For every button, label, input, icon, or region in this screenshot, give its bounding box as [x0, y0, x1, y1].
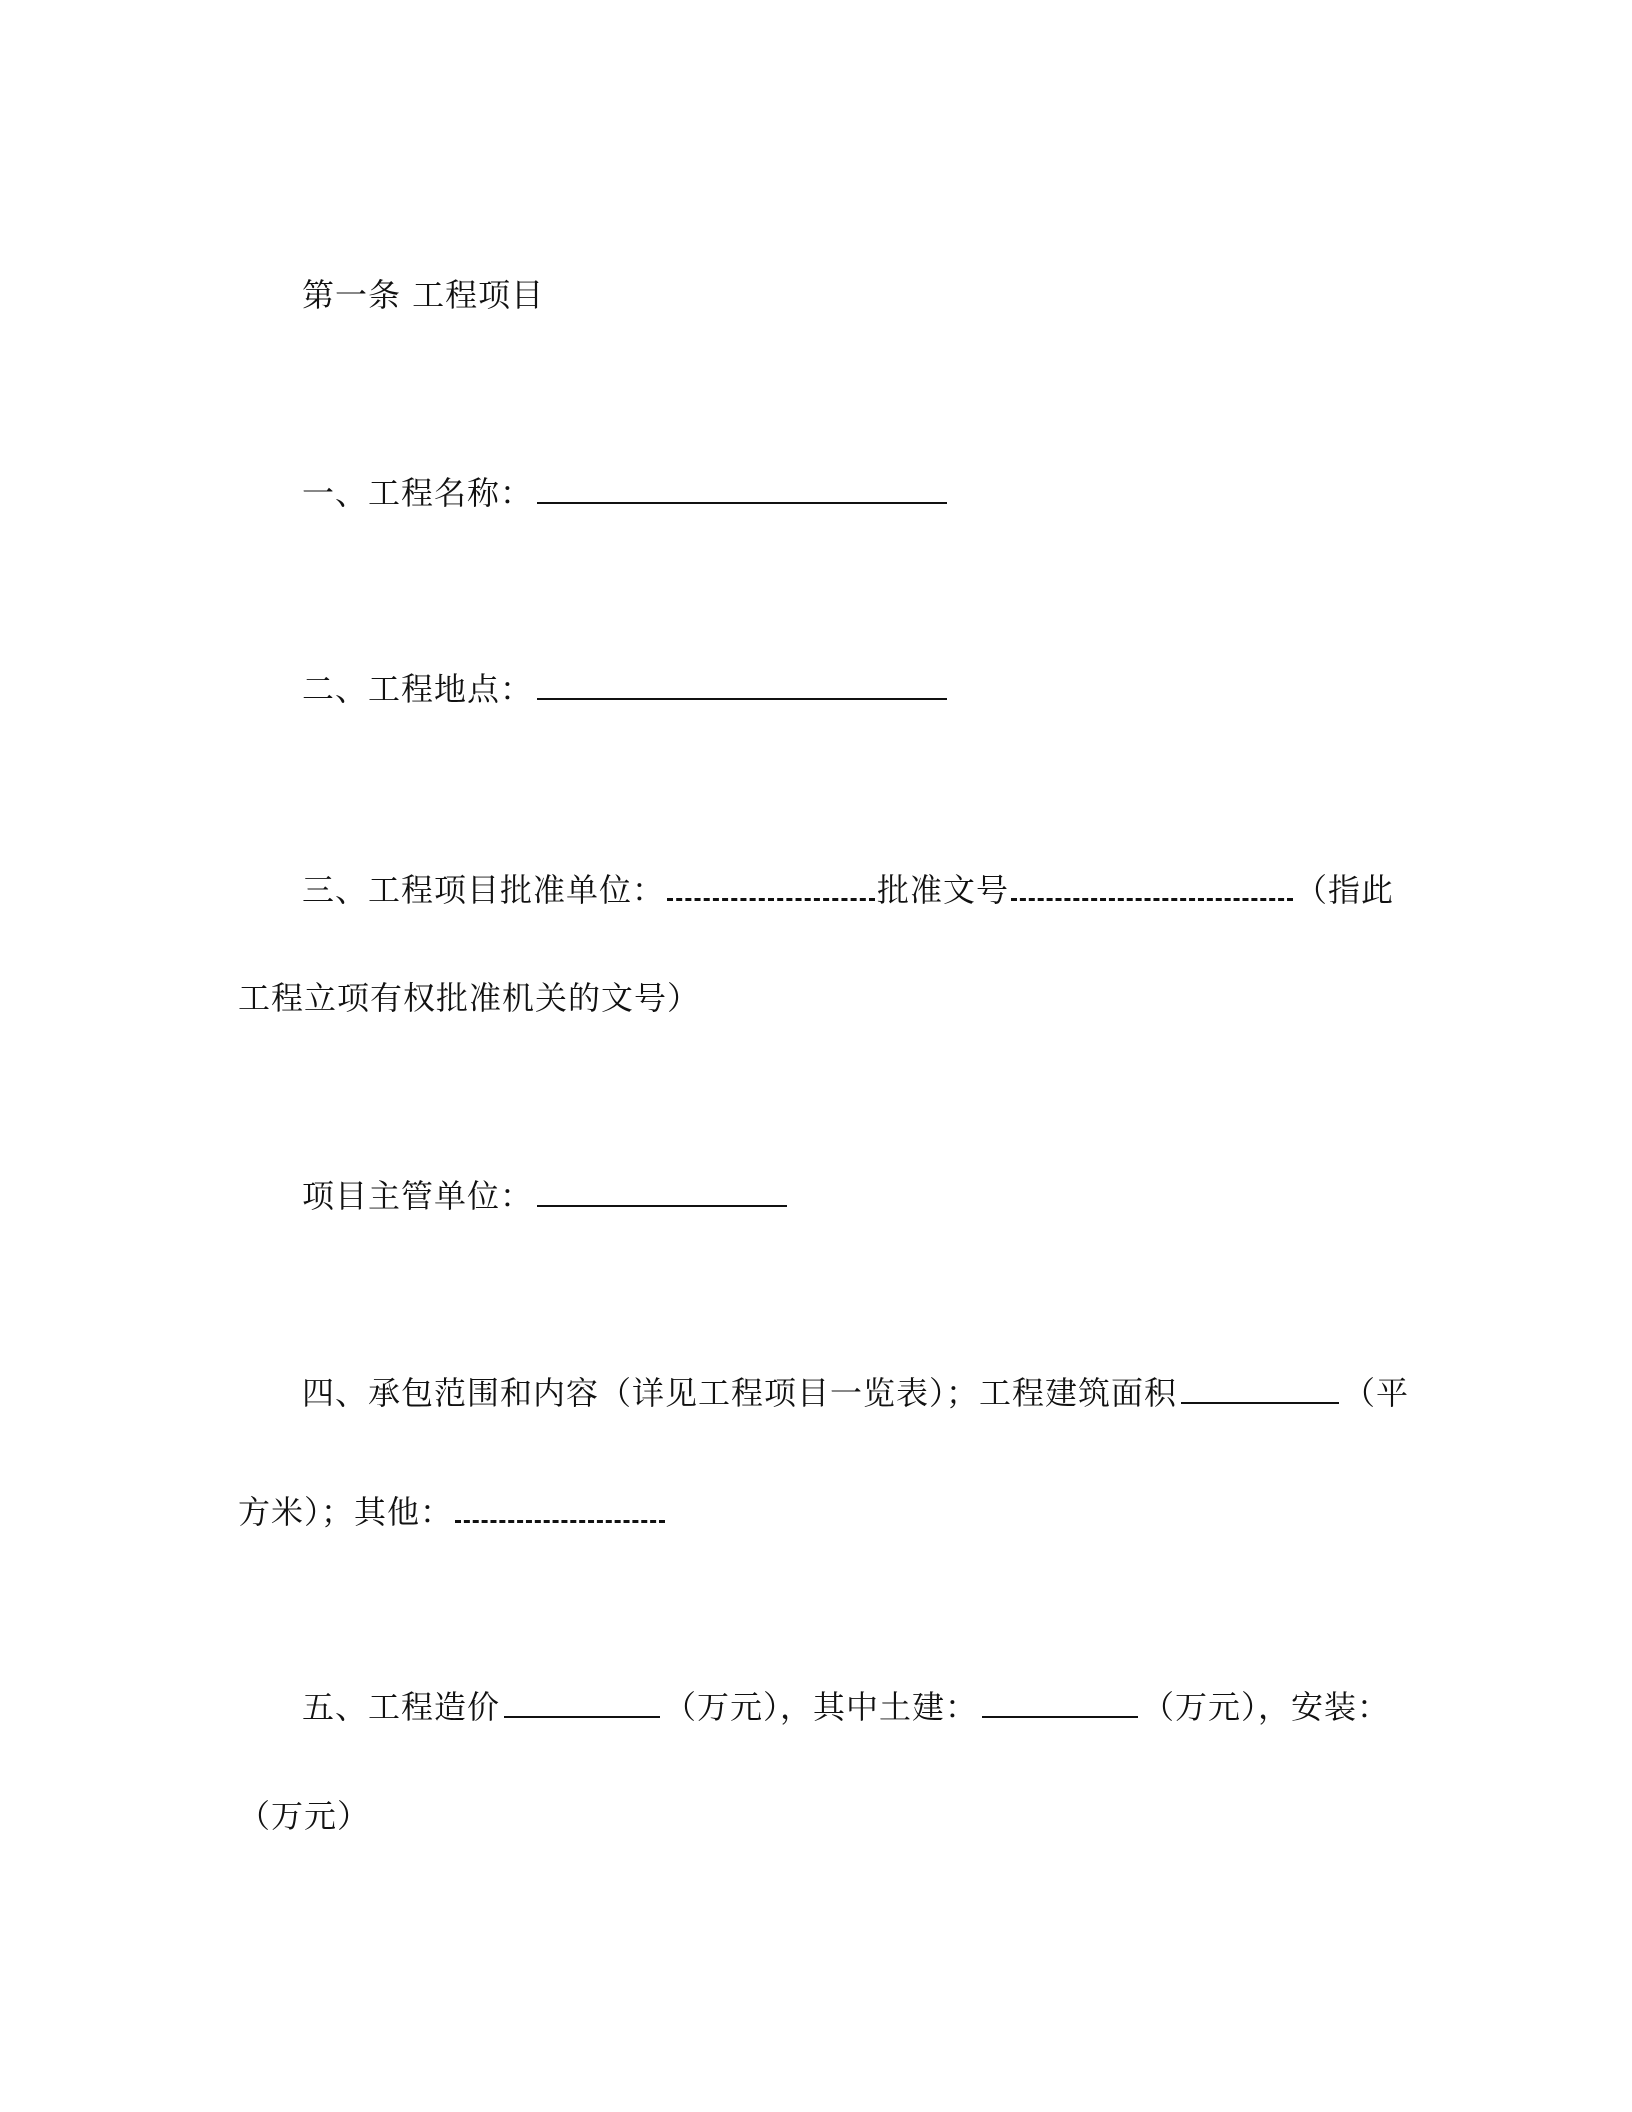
cost-unit-3: （万元）: [238, 1797, 371, 1835]
project-location-label: 二、工程地点：: [302, 670, 534, 708]
project-name-field[interactable]: [537, 472, 947, 504]
approval-unit-field[interactable]: [667, 868, 875, 901]
approval-unit-label: 三、工程项目批准单位：: [302, 871, 666, 909]
cost-unit-2: （万元），安装：: [1142, 1688, 1391, 1726]
supervisor-label: 项目主管单位：: [302, 1177, 534, 1215]
approval-doc-field[interactable]: [1011, 868, 1293, 901]
scope-label: 四、承包范围和内容（详见工程项目一览表）；工程建筑面积: [302, 1374, 1178, 1412]
approval-note-start: （指此: [1295, 871, 1395, 909]
project-location-field[interactable]: [537, 668, 947, 700]
area-unit-cont: 方米）；其他：: [238, 1493, 454, 1531]
project-location-row: [302, 668, 951, 709]
area-unit-start: （平: [1343, 1374, 1410, 1412]
cost-label: 五、工程造价: [302, 1688, 501, 1726]
building-area-field[interactable]: [1181, 1372, 1339, 1404]
scope-row-cont: [238, 1490, 667, 1532]
project-name-label: 一、工程名称：: [302, 474, 534, 512]
approval-doc-label: 批准文号: [877, 871, 1010, 909]
supervisor-row: [302, 1175, 791, 1216]
supervisor-field[interactable]: [537, 1175, 787, 1207]
civil-cost-field[interactable]: [982, 1686, 1138, 1718]
article-heading: 第一条 工程项目: [302, 276, 545, 314]
approval-row: [302, 868, 1394, 910]
scope-row: [302, 1372, 1409, 1413]
project-name-row: [302, 472, 951, 513]
other-field[interactable]: [455, 1490, 665, 1523]
cost-unit-1: （万元），其中土建：: [664, 1688, 979, 1726]
cost-field[interactable]: [504, 1686, 660, 1718]
approval-note-cont: 工程立项有权批准机关的文号）: [238, 979, 701, 1017]
cost-row: [302, 1686, 1390, 1727]
